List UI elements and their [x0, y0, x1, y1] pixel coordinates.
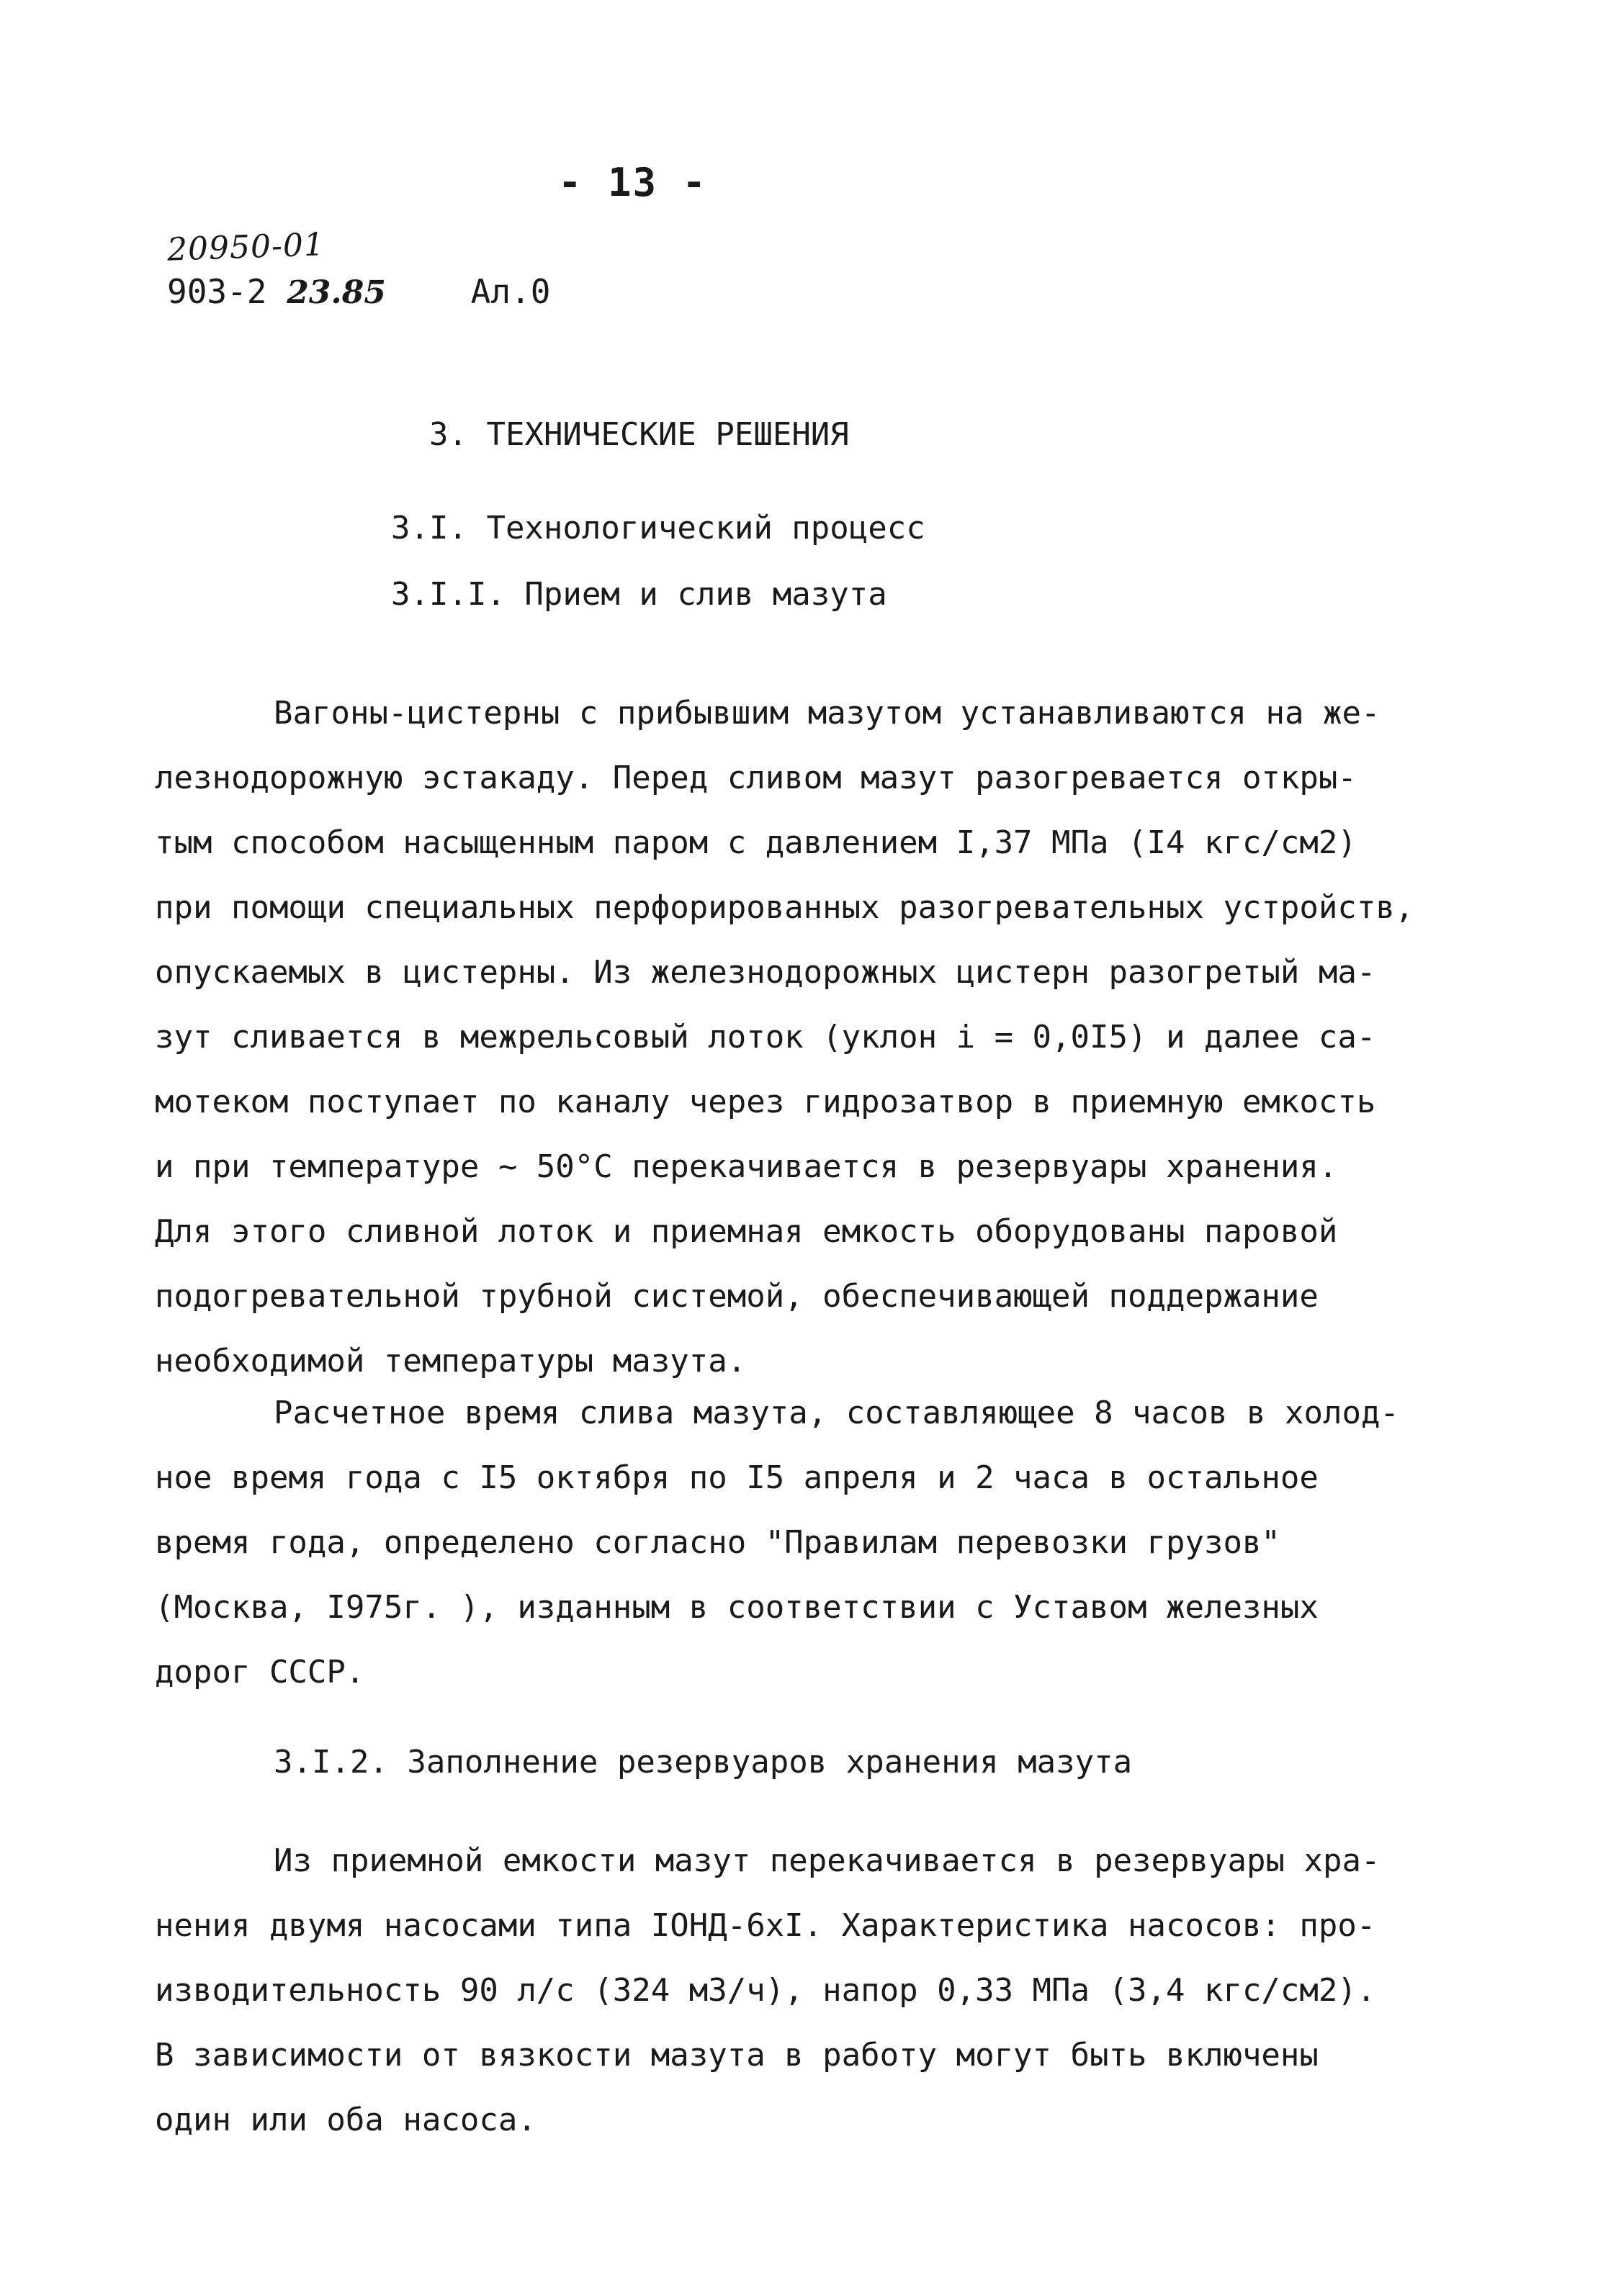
- paragraph-line: нения двумя насосами типа IОНД-6хI. Характеристика насосов: про-: [155, 1907, 1376, 1944]
- paragraph-line: подогревательной трубной системой, обеспечивающей поддержание: [155, 1278, 1319, 1315]
- paragraph-line: лезнодорожную эстакаду. Перед сливом мазут разогревается откры-: [155, 760, 1357, 796]
- paragraph-line: необходимой температуры мазута.: [155, 1343, 747, 1379]
- paragraph-line: опускаемых в цистерны. Из железнодорожных цистерн разогретый ма-: [155, 954, 1376, 991]
- album-label: Ал.0: [470, 272, 551, 311]
- paragraph-line: Для этого сливной лоток и приемная емкость оборудованы паровой: [155, 1213, 1338, 1250]
- document-code: [167, 272, 550, 311]
- paragraph-line: и при температуре ~ 50°С перекачивается в резервуары хранения.: [155, 1148, 1338, 1185]
- subsection-title: 3.I. Технологический процесс: [391, 510, 925, 546]
- paragraph-oil-discharge: [155, 681, 1473, 1394]
- paragraph-line: тым способом насыщенным паром с давлением I,37 МПа (I4 кгс/см2): [155, 824, 1357, 861]
- paragraph-discharge-time: [155, 1381, 1473, 1705]
- paragraph-line: при помощи специальных перфорированных разогревательных устройств,: [155, 889, 1414, 926]
- paragraph-line: Вагоны-цистерны с прибывшим мазутом устанавливаются на же-: [274, 695, 1381, 731]
- page-number: - 13 -: [558, 160, 708, 205]
- document-code-prefix: 903-2: [167, 272, 267, 311]
- paragraph-tank-filling: [155, 1829, 1473, 2153]
- paragraph-line: Из приемной емкости мазут перекачивается в резервуары хра-: [274, 1842, 1381, 1879]
- document-code-handwritten: 23.85: [287, 274, 386, 311]
- paragraph-line: дорог СССР.: [155, 1654, 365, 1691]
- section-title: 3. ТЕХНИЧЕСКИЕ РЕШЕНИЯ: [429, 416, 849, 453]
- paragraph-line: В зависимости от вязкости мазута в работу могут быть включены: [155, 2037, 1319, 2074]
- paragraph-line: ное время года с I5 октября по I5 апреля и 2 часа в остальное: [155, 1459, 1319, 1496]
- paragraph-line: зут сливается в межрельсовый лоток (уклон i = 0,0I5) и далее са-: [155, 1019, 1376, 1055]
- paragraph-line: мотеком поступает по каналу через гидрозатвор в приемную емкость: [155, 1084, 1376, 1120]
- paragraph-line: изводительность 90 л/с (324 м3/ч), напор 0,33 МПа (3,4 кгс/см2).: [155, 1972, 1376, 2009]
- handwritten-code: 20950-01: [166, 226, 326, 269]
- paragraph-line: один или оба насоса.: [155, 2102, 537, 2138]
- subsubsection-title-1: 3.I.I. Прием и слив мазута: [391, 576, 887, 613]
- paragraph-line: время года, определено согласно "Правилам перевозки грузов": [155, 1524, 1280, 1561]
- paragraph-line: (Москва, I975г. ), изданным в соответствии с Уставом железных: [155, 1589, 1319, 1626]
- paragraph-line: Расчетное время слива мазута, составляющее 8 часов в холод-: [274, 1395, 1399, 1431]
- subsubsection-title-2: 3.I.2. Заполнение резервуаров хранения мазута: [274, 1744, 1133, 1780]
